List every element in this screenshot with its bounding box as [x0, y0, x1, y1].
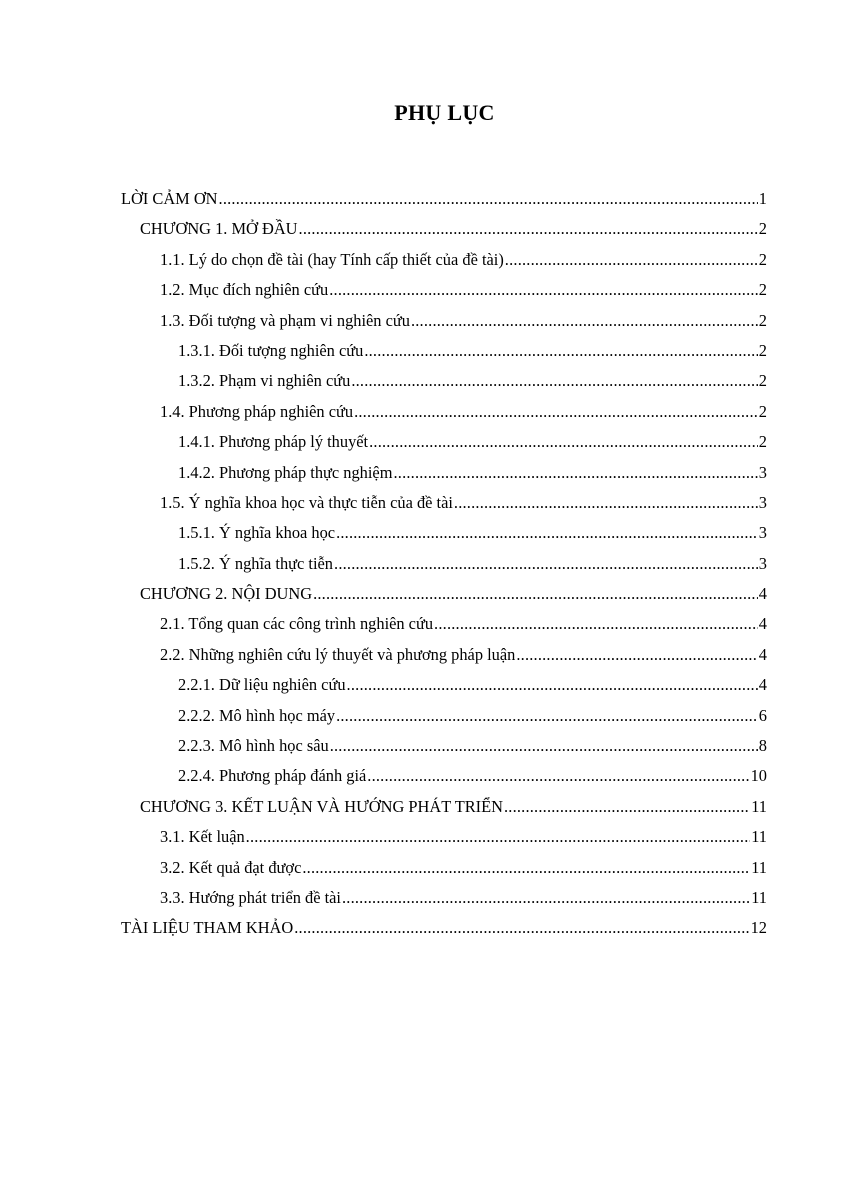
toc-entry-label: 2.2. Những nghiên cứu lý thuyết và phương pháp luận: [160, 644, 516, 664]
toc-dot-leader: [347, 670, 758, 700]
toc-entry-page-number: 2: [758, 280, 767, 300]
toc-entry-page-number: 11: [751, 887, 767, 907]
toc-entry[interactable]: [121, 761, 767, 791]
toc-dot-leader: [313, 579, 758, 609]
toc-entry-label: 2.1. Tổng quan các công trình nghiên cứu: [160, 614, 434, 634]
toc-entry-label: 3.2. Kết quả đạt được: [160, 857, 302, 877]
toc-entry-page-number: 11: [751, 857, 767, 877]
page-title: PHỤ LỤC: [394, 100, 495, 125]
table-of-contents: [121, 184, 767, 944]
toc-entry-page-number: 4: [758, 644, 767, 664]
toc-entry[interactable]: [121, 913, 767, 943]
toc-entry-label: 2.2.3. Mô hình học sâu: [178, 736, 329, 756]
toc-entry[interactable]: [121, 670, 767, 700]
toc-dot-leader: [334, 549, 758, 579]
toc-entry-label: 1.5.2. Ý nghĩa thực tiễn: [178, 553, 334, 573]
toc-entry[interactable]: [121, 275, 767, 305]
toc-entry-page-number: 3: [758, 462, 767, 482]
toc-entry-page-number: 3: [758, 492, 767, 512]
toc-dot-leader: [219, 184, 758, 214]
toc-entry-label: TÀI LIỆU THAM KHẢO: [121, 918, 294, 938]
toc-entry-page-number: 4: [758, 584, 767, 604]
toc-entry-page-number: 1: [758, 189, 767, 208]
toc-entry-label: 1.3. Đối tượng và phạm vi nghiên cứu: [160, 310, 410, 330]
toc-entry-label: 1.4. Phương pháp nghiên cứu: [160, 401, 354, 421]
toc-dot-leader: [299, 214, 758, 244]
toc-entry[interactable]: [121, 549, 767, 579]
toc-entry-label: 1.2. Mục đích nghiên cứu: [160, 280, 329, 300]
toc-dot-leader: [351, 366, 757, 396]
toc-entry-label: CHƯƠNG 3. KẾT LUẬN VÀ HƯỚNG PHÁT TRIỂN: [140, 796, 503, 816]
toc-entry[interactable]: [121, 245, 767, 275]
toc-entry-label: 2.2.4. Phương pháp đánh giá: [178, 766, 367, 786]
toc-dot-leader: [393, 458, 757, 488]
toc-dot-leader: [516, 640, 757, 670]
toc-entry-label: 2.2.2. Mô hình học máy: [178, 705, 336, 725]
toc-entry[interactable]: [121, 822, 767, 852]
toc-entry-page-number: 2: [758, 371, 767, 391]
toc-entry-label: 1.1. Lý do chọn đề tài (hay Tính cấp thiết của đề tài): [160, 249, 504, 269]
toc-entry-page-number: 2: [758, 249, 767, 269]
toc-entry-page-number: 4: [758, 614, 767, 634]
toc-dot-leader: [294, 913, 749, 943]
toc-entry[interactable]: [121, 458, 767, 488]
toc-dot-leader: [434, 609, 758, 639]
toc-entry[interactable]: [121, 792, 767, 822]
toc-dot-leader: [336, 701, 758, 731]
toc-entry-page-number: 3: [758, 523, 767, 543]
toc-entry-page-number: 2: [758, 340, 767, 360]
toc-entry[interactable]: [121, 397, 767, 427]
toc-entry[interactable]: [121, 366, 767, 396]
toc-entry[interactable]: [121, 427, 767, 457]
toc-entry-page-number: 10: [750, 766, 767, 786]
toc-entry-label: CHƯƠNG 1. MỞ ĐẦU: [140, 219, 298, 239]
toc-entry-page-number: 11: [751, 796, 767, 816]
toc-entry-label: 1.5.1. Ý nghĩa khoa học: [178, 523, 336, 543]
toc-dot-leader: [354, 397, 758, 427]
toc-dot-leader: [364, 336, 757, 366]
toc-dot-leader: [336, 518, 758, 548]
toc-entry-label: LỜI CẢM ƠN: [121, 189, 218, 208]
toc-entry-page-number: 2: [758, 432, 767, 452]
toc-entry[interactable]: [121, 609, 767, 639]
toc-dot-leader: [367, 761, 749, 791]
toc-entry-page-number: 4: [758, 675, 767, 695]
toc-entry-label: CHƯƠNG 2. NỘI DUNG: [140, 584, 313, 604]
toc-dot-leader: [329, 275, 758, 305]
toc-entry-label: 2.2.1. Dữ liệu nghiên cứu: [178, 675, 346, 695]
toc-entry[interactable]: [121, 518, 767, 548]
toc-entry[interactable]: [121, 883, 767, 913]
toc-entry-label: 1.4.1. Phương pháp lý thuyết: [178, 432, 369, 452]
toc-dot-leader: [330, 731, 758, 761]
toc-entry[interactable]: [121, 488, 767, 518]
toc-entry[interactable]: [121, 640, 767, 670]
toc-entry-page-number: 8: [758, 736, 767, 756]
toc-entry-label: 3.3. Hướng phát triển đề tài: [160, 887, 341, 907]
toc-entry-page-number: 2: [758, 219, 767, 239]
toc-entry[interactable]: [121, 853, 767, 883]
toc-entry-page-number: 11: [751, 827, 767, 847]
toc-entry-label: 1.3.1. Đối tượng nghiên cứu: [178, 340, 364, 360]
toc-entry-label: 1.4.2. Phương pháp thực nghiệm: [178, 462, 393, 482]
toc-dot-leader: [246, 822, 751, 852]
toc-entry-page-number: 3: [758, 553, 767, 573]
toc-entry-page-number: 2: [758, 310, 767, 330]
toc-entry-page-number: 6: [758, 705, 767, 725]
toc-dot-leader: [504, 792, 750, 822]
toc-entry[interactable]: [121, 579, 767, 609]
toc-entry[interactable]: [121, 701, 767, 731]
toc-dot-leader: [369, 427, 758, 457]
toc-entry-label: 1.3.2. Phạm vi nghiên cứu: [178, 371, 351, 391]
toc-entry-page-number: 2: [758, 401, 767, 421]
toc-entry[interactable]: [121, 731, 767, 761]
toc-entry[interactable]: [121, 214, 767, 244]
toc-entry[interactable]: [121, 306, 767, 336]
toc-dot-leader: [454, 488, 758, 518]
toc-entry-label: 3.1. Kết luận: [160, 827, 245, 847]
toc-entry-label: 1.5. Ý nghĩa khoa học và thực tiễn của đề tài: [160, 492, 453, 512]
toc-entry[interactable]: [121, 184, 767, 214]
toc-dot-leader: [505, 245, 758, 275]
toc-dot-leader: [342, 883, 750, 913]
toc-dot-leader: [411, 306, 758, 336]
toc-entry[interactable]: [121, 336, 767, 366]
toc-dot-leader: [302, 853, 750, 883]
toc-entry-page-number: 12: [750, 918, 767, 938]
